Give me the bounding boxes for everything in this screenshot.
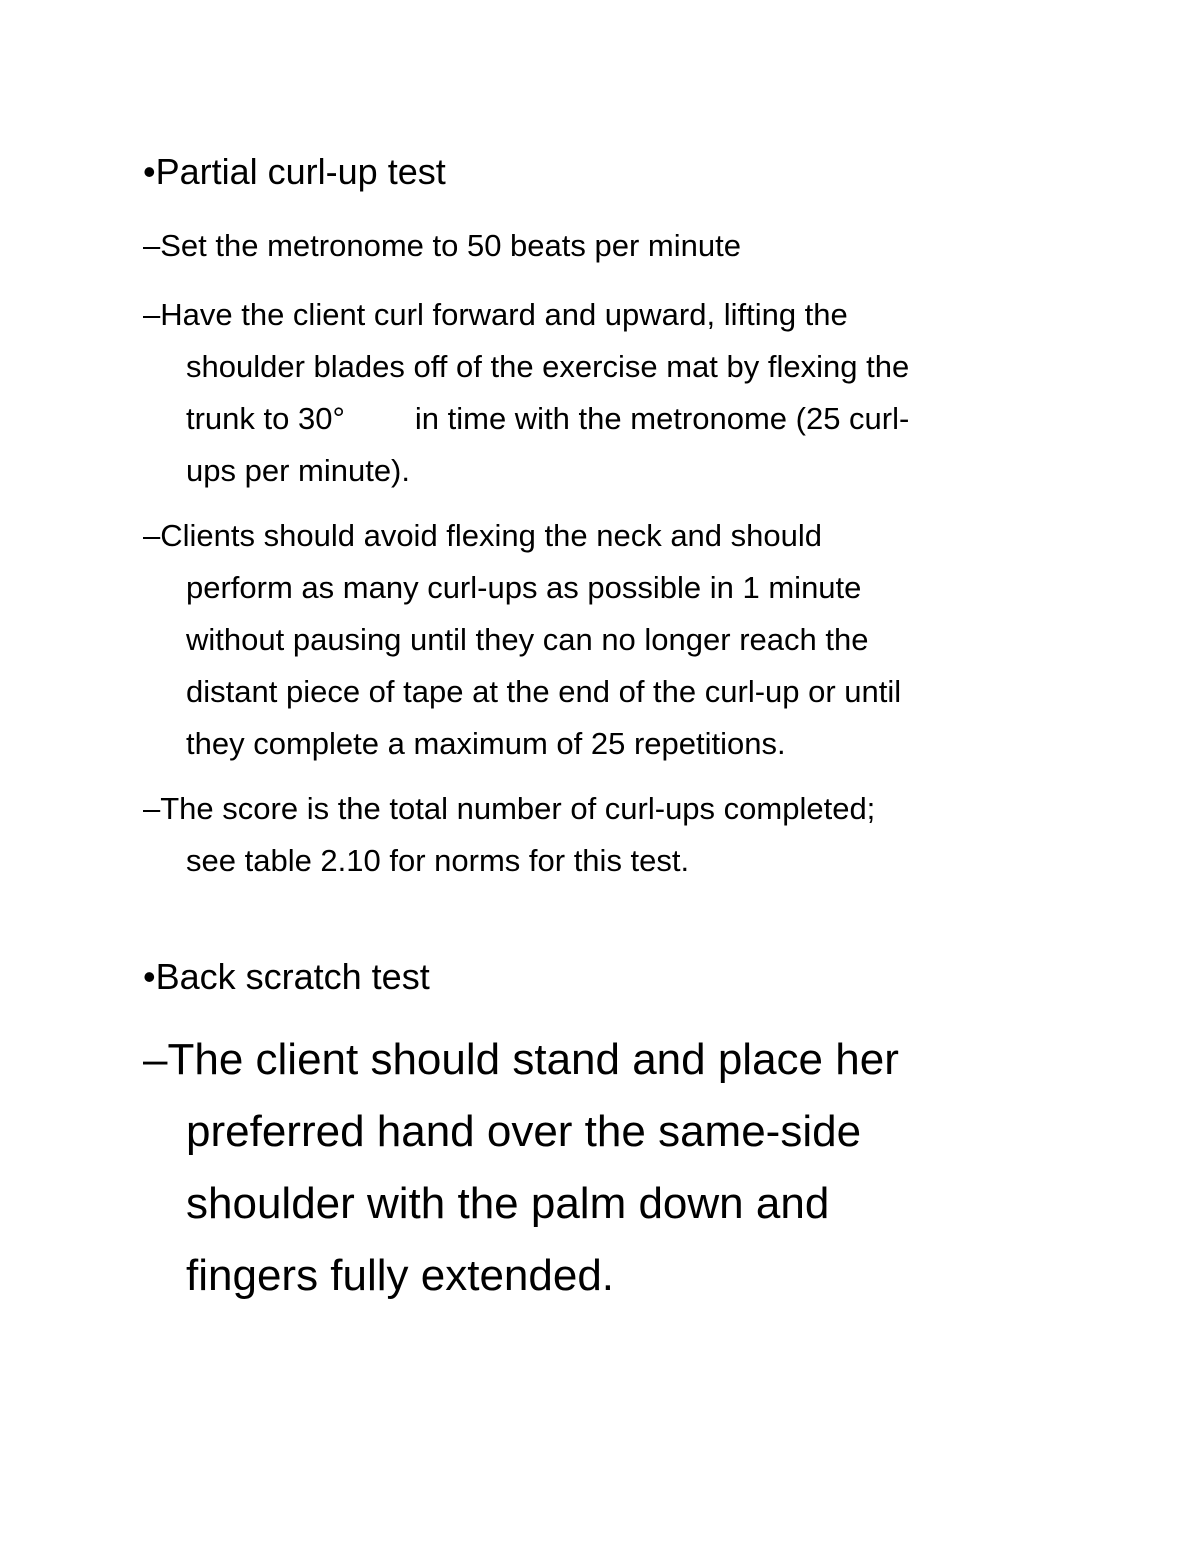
text-line: they complete a maximum of 25 repetitions. <box>186 726 786 761</box>
text-line: ups per minute). <box>186 453 410 488</box>
text-line: shoulder blades off of the exercise mat by flexing the <box>186 349 910 384</box>
text-line: without pausing until they can no longer reach the <box>186 622 869 657</box>
text-line: –Clients should avoid flexing the neck and should <box>143 518 823 553</box>
list-item-stand-and-place-hand <box>143 1024 1083 1312</box>
list-item-avoid-flexing-neck <box>143 510 1063 770</box>
text-line: shoulder with the palm down and <box>186 1179 830 1228</box>
text-line: –Have the client curl forward and upward, lifting the <box>143 297 848 332</box>
list-item-score <box>143 783 1063 887</box>
text-line: preferred hand over the same-side <box>186 1107 862 1156</box>
text-line: perform as many curl-ups as possible in 1 minute <box>186 570 862 605</box>
text-line: –The client should stand and place her <box>143 1035 899 1084</box>
text-line: fingers fully extended. <box>186 1251 615 1300</box>
text-fragment-angle: trunk to 30° <box>186 401 345 436</box>
text-line: distant piece of tape at the end of the curl-up or until <box>186 674 902 709</box>
list-item-curl-forward <box>143 289 1063 497</box>
text-line: see table 2.10 for norms for this test. <box>186 843 690 878</box>
list-item-metronome <box>143 220 1063 272</box>
text-line: –The score is the total number of curl-ups completed; <box>143 791 876 826</box>
text-line: –Set the metronome to 50 beats per minute <box>143 228 741 263</box>
heading-partial-curl-up-test: •Partial curl-up test <box>143 151 446 192</box>
heading-back-scratch-test: •Back scratch test <box>143 956 430 997</box>
text-line <box>143 393 1063 445</box>
text-fragment-metronome-timing: in time with the metronome (25 curl- <box>414 401 910 436</box>
